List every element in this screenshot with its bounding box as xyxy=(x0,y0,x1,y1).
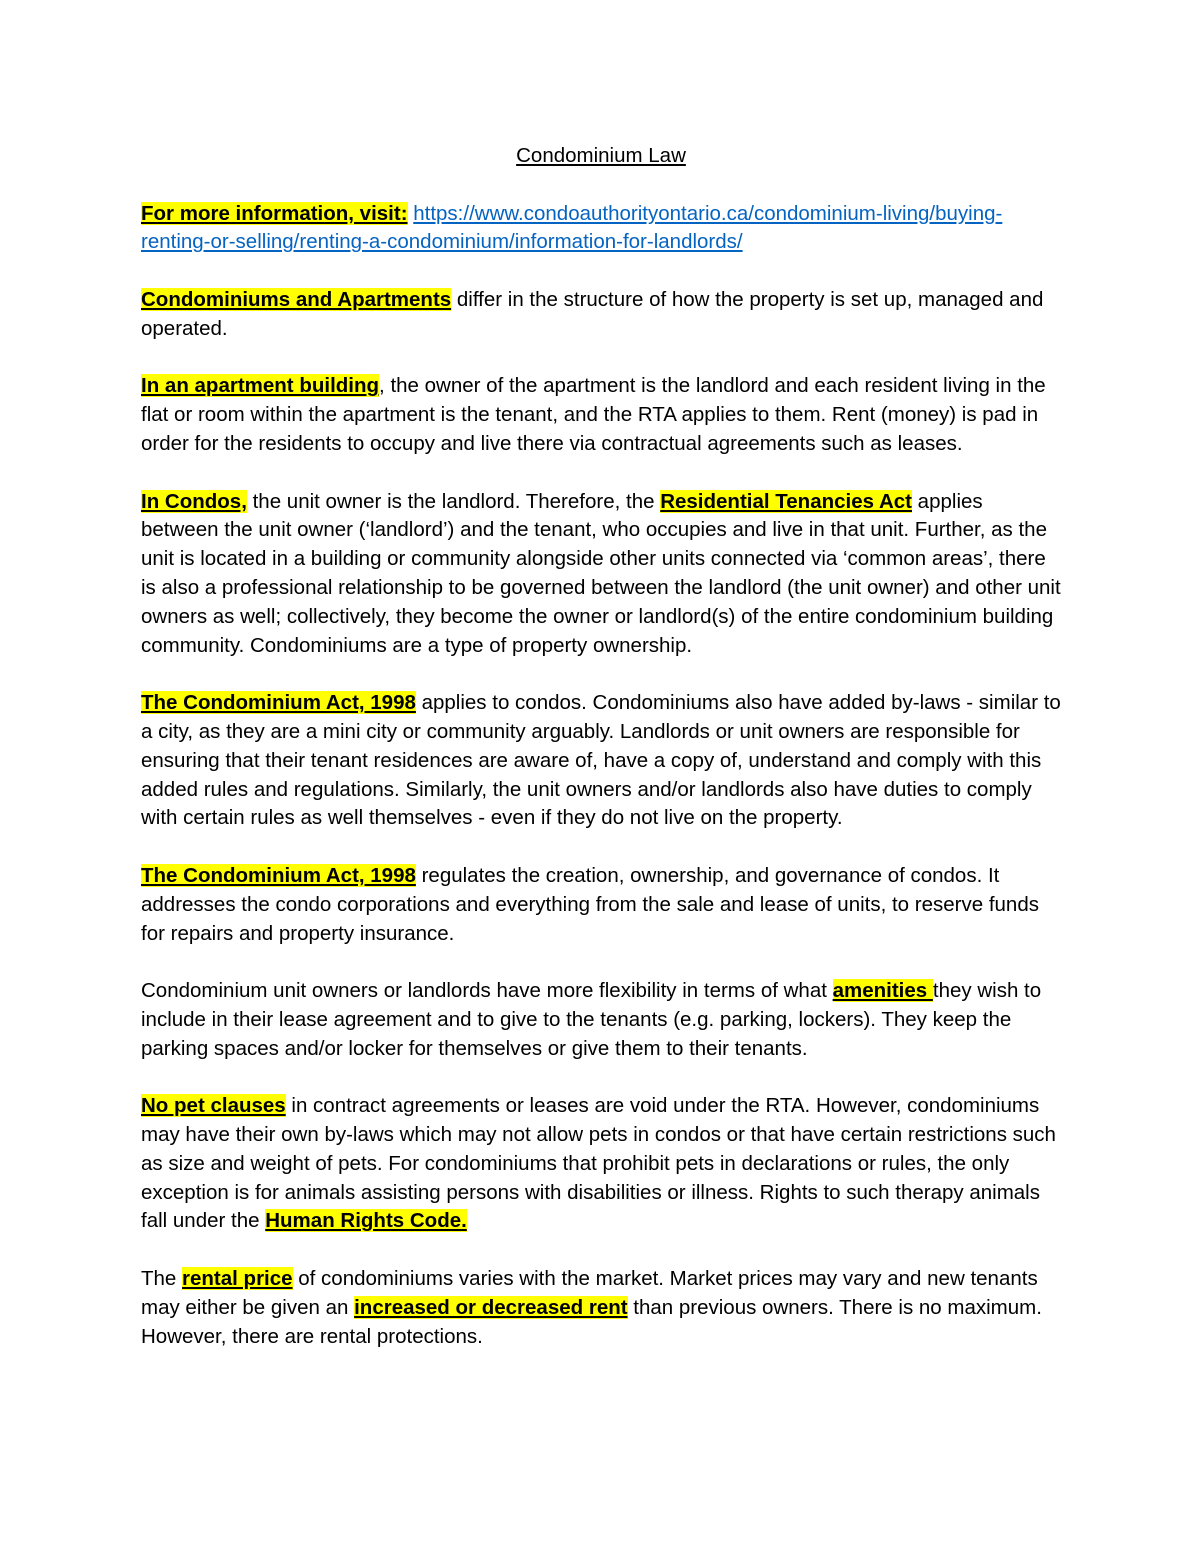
paragraph-text: in contract agreements or leases are void under the RTA. However, condominiums may have their own by-laws which may not allow pets in condos or that have certain restrictions such as size and weight of pets. For condominiums that prohibit pets in declarations or rules, the only exception is for animals assisting persons with disabilities or illness. Rights to such therapy animals fall under the xyxy=(141,1094,1056,1233)
highlight-rental-price: rental price xyxy=(182,1267,293,1291)
paragraph-text: than previous owners. There is no maximum. However, there are rental protections. xyxy=(141,1295,1042,1348)
info-label: For more information, visit: xyxy=(141,201,408,225)
paragraph-text: , the owner of the apartment is the landlord and each resident living in the flat or room within the apartment is the tenant, and the RTA applies to them. Rent (money) is pad in order for the residents to occupy and live there via contractual agreements such as leases. xyxy=(141,374,1046,455)
highlight-condominium-act: The Condominium Act, 1998 xyxy=(141,691,416,715)
paragraph-condominium-act-regulates xyxy=(141,862,1061,948)
paragraph-text: the unit owner is the landlord. Therefore, the xyxy=(246,489,661,513)
info-link[interactable]: https://www.condoauthorityontario.ca/condominium-living/buying-renting-or-selling/renting-a-condominium/information-for-landlords/ xyxy=(141,201,1003,254)
paragraph-in-condos xyxy=(141,488,1061,661)
paragraph-apartment-building xyxy=(141,372,1061,458)
highlight-residential-tenancies-act: Residential Tenancies Act xyxy=(660,489,912,513)
paragraph-text: applies between the unit owner (‘landlord’) and the tenant, who occupies and live in that unit. Further, as the unit is located in a building or community alongside other units connected via ‘common areas’, there is also a professional relationship to be governed between the landlord (the unit owner) and other unit owners as well; collectively, they become the owner or landlord(s) of the entire condominium building community. Condominiums are a type of property ownership. xyxy=(141,489,1061,657)
highlight-amenities: amenities xyxy=(832,979,933,1003)
highlight-no-pet-clauses: No pet clauses xyxy=(141,1094,286,1118)
paragraph-text: they wish to include in their lease agreement and to give to the tenants (e.g. parking, lockers). They keep the parking spaces and/or locker for themselves or give them to their tenants. xyxy=(141,979,1042,1060)
document-body xyxy=(141,142,1061,1380)
paragraph-text: of condominiums varies with the market. Market prices may vary and new tenants may either be given an xyxy=(141,1267,1038,1319)
highlight-in-condos: In Condos, xyxy=(141,489,247,513)
highlight-condominium-act: The Condominium Act, 1998 xyxy=(141,863,416,887)
paragraph-text: Condominium unit owners or landlords have more flexibility in terms of what xyxy=(141,979,833,1003)
paragraph-text: applies to condos. Condominiums also have added by-laws - similar to a city, as they are a mini city or community arguably. Landlords or unit owners are responsible for ensuring that their tenant residences are aware of, have a copy of, understand and comply with this added rules and regulations. Similarly, the unit owners and/or landlords also have duties to comply with certain rules as well themselves - even if they do not live on the property. xyxy=(141,691,1061,830)
paragraph-no-pet-clauses xyxy=(141,1092,1061,1236)
document-title: Condominium Law xyxy=(516,144,686,167)
paragraph-condos-and-apartments xyxy=(141,286,1061,344)
paragraph-text: differ in the structure of how the property is set up, managed and operated. xyxy=(141,287,1044,340)
highlight-increased-or-decreased-rent: increased or decreased rent xyxy=(354,1295,628,1319)
paragraph-text: regulates the creation, ownership, and governance of condos. It addresses the condo corporations and everything from the sale and lease of units, to reserve funds for repairs and property insurance. xyxy=(141,863,1039,945)
highlight-apartment-building: In an apartment building xyxy=(141,374,380,398)
highlight-human-rights-code: Human Rights Code. xyxy=(265,1209,467,1233)
highlight-condos-and-apartments: Condominiums and Apartments xyxy=(141,287,452,311)
paragraph-text: The xyxy=(141,1267,183,1291)
paragraph-rental-price xyxy=(141,1265,1061,1351)
info-paragraph xyxy=(141,200,1061,258)
paragraph-condominium-act-applies xyxy=(141,689,1061,833)
paragraph-amenities xyxy=(141,977,1061,1063)
